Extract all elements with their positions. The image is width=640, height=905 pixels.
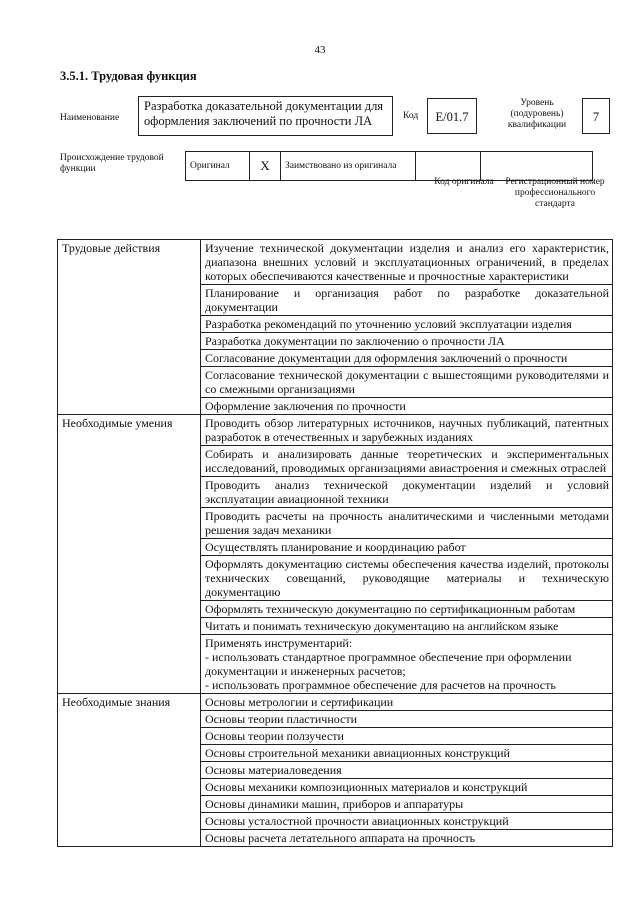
section-title-continuation [58, 367, 201, 398]
code-label: Код [403, 111, 419, 121]
table-row [58, 316, 613, 333]
name-value-box: Разработка доказательной документации для оформления заключений по прочности ЛА [138, 96, 393, 136]
table-cell-item: Проводить обзор литературных источников, научных публикаций, патентных разработок в отечественных и зарубежных изданиях [201, 415, 613, 446]
table-row [58, 556, 613, 601]
table-row [58, 477, 613, 508]
section-title-continuation [58, 601, 201, 618]
table-cell-item: Согласование технической документации с вышестоящими руководителями и со смежными организациями [201, 367, 613, 398]
table-row [58, 830, 613, 847]
table-cell-item: Осуществлять планирование и координацию работ [201, 539, 613, 556]
section-title-continuation [58, 477, 201, 508]
table-row [58, 539, 613, 556]
table-cell-item: Основы теории ползучести [201, 728, 613, 745]
level-value-box: 7 [582, 98, 610, 134]
level-label [494, 98, 580, 131]
section-title-continuation [58, 711, 201, 728]
table-row [58, 367, 613, 398]
table-cell-item: Основы динамики машин, приборов и аппаратуры [201, 796, 613, 813]
table-row [58, 333, 613, 350]
table-row [58, 711, 613, 728]
table-cell-item: Оформление заключения по прочности [201, 398, 613, 415]
table-cell-item: Основы теории пластичности [201, 711, 613, 728]
table-cell-item: Основы строительной механики авиационных конструкций [201, 745, 613, 762]
section-title: Необходимые умения [58, 415, 201, 446]
section-title-continuation [58, 728, 201, 745]
table-row [58, 398, 613, 415]
table-cell-item: Читать и понимать техническую документацию на английском языке [201, 618, 613, 635]
table-cell-item: Основы материаловедения [201, 762, 613, 779]
table-cell-item: Основы механики композиционных материалов и конструкций [201, 779, 613, 796]
table-row [58, 240, 613, 285]
table-row [58, 796, 613, 813]
name-label: Наименование [60, 113, 120, 123]
table-cell-item: Собирать и анализировать данные теоретических и экспериментальных исследований, проводимых организациями авиастроения и смежных отраслей [201, 446, 613, 477]
section-title-continuation [58, 830, 201, 847]
level-label-line-3: квалификации [507, 119, 567, 130]
table-row [58, 618, 613, 635]
level-label-line-2: (подуровень) [510, 108, 564, 119]
borrowed-label-cell: Заимствовано из оригинала [281, 152, 416, 181]
section-title-continuation [58, 745, 201, 762]
table-cell-item: Основы метрологии и сертификации [201, 694, 613, 711]
section-heading: 3.5.1. Трудовая функция [60, 69, 197, 83]
reg-number-caption: Регистрационный номер профессионального стандарта [505, 177, 605, 209]
table-cell-item: Планирование и организация работ по разработке доказательной документации [201, 285, 613, 316]
page-number: 43 [314, 44, 326, 56]
section-title-continuation [58, 350, 201, 367]
section-title-continuation [58, 539, 201, 556]
section-title-continuation [58, 398, 201, 415]
table-cell-item: Разработка рекомендаций по уточнению условий эксплуатации изделия [201, 316, 613, 333]
table-cell-item: Разработка документации по заключению о прочности ЛА [201, 333, 613, 350]
section-title-continuation [58, 285, 201, 316]
origin-code-caption: Код оригинала [434, 177, 494, 187]
section-title-continuation [58, 508, 201, 539]
table-row [58, 813, 613, 830]
table-cell-item: Проводить расчеты на прочность аналитическими и численными методами решения задач механики [201, 508, 613, 539]
table-row [58, 508, 613, 539]
table-cell-item: Оформлять техническую документацию по сертификационным работам [201, 601, 613, 618]
table-cell-item: Основы усталостной прочности авиационных конструкций [201, 813, 613, 830]
section-title-continuation [58, 813, 201, 830]
section-title-continuation [58, 635, 201, 694]
table-row [58, 635, 613, 694]
table-cell-item: Основы расчета летательного аппарата на прочность [201, 830, 613, 847]
origin-label: Происхождение трудовой функции [60, 153, 164, 174]
table-cell-item: Изучение технической документации изделия и анализ его характеристик, диапазона внешних условий и эксплуатационных ограничений, в пределах которых обеспечиваются качественные и прочностные характеристики [201, 240, 613, 285]
section-title-continuation [58, 796, 201, 813]
function-table [57, 239, 613, 847]
section-title-continuation [58, 762, 201, 779]
section-title: Необходимые знания [58, 694, 201, 711]
table-cell-item: Применять инструментарий: - использовать стандартное программное обеспечение при оформлении документации и инженерных расчетов; - использовать программное обеспечение для расчетов на прочность [201, 635, 613, 694]
code-value-box: E/01.7 [427, 98, 477, 134]
table-row [58, 694, 613, 711]
table-row [58, 601, 613, 618]
table-row [58, 762, 613, 779]
table-cell-item: Проводить анализ технической документации изделий и условий эксплуатации авиационной техники [201, 477, 613, 508]
table-row [58, 728, 613, 745]
original-label-cell: Оригинал [186, 152, 250, 181]
table-row [58, 350, 613, 367]
table-cell-item: Согласование документации для оформления заключений о прочности [201, 350, 613, 367]
table-row [58, 415, 613, 446]
section-title-continuation [58, 316, 201, 333]
section-title-continuation [58, 556, 201, 601]
section-title-continuation [58, 779, 201, 796]
table-row [58, 745, 613, 762]
table-row [58, 285, 613, 316]
table-row [58, 779, 613, 796]
table-cell-item: Оформлять документацию системы обеспечения качества изделий, протоколы технических совещаний, руководящие материалы и техническую документацию [201, 556, 613, 601]
section-title-continuation [58, 333, 201, 350]
table-row [58, 446, 613, 477]
section-title-continuation [58, 446, 201, 477]
level-label-line-1: Уровень [520, 98, 554, 108]
section-title-continuation [58, 618, 201, 635]
original-mark-cell: X [250, 152, 281, 181]
section-title: Трудовые действия [58, 240, 201, 285]
